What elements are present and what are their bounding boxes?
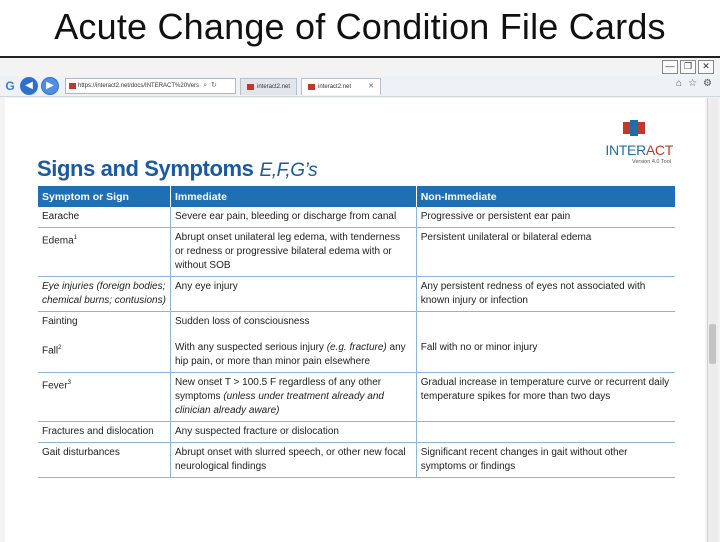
cell-non-immediate: Gradual increase in temperature curve or recurrent daily temperature spikes for more than two days — [416, 373, 675, 422]
pdf-page — [5, 98, 705, 542]
col-header-immediate: Immediate — [170, 186, 416, 207]
cell-sign: Earache — [38, 207, 170, 228]
cell-sign: Gait disturbances — [38, 443, 170, 478]
tab-2[interactable] — [301, 78, 381, 95]
restore-button[interactable]: ❐ — [680, 60, 696, 74]
window-controls — [662, 60, 714, 74]
cell-immediate: Abrupt onset with slurred speech, or other new focal neurological findings — [170, 443, 416, 478]
table-row — [38, 277, 675, 312]
cell-non-immediate — [416, 422, 675, 443]
address-text: https://interact2.net/docs/INTERACT%20Vers — [78, 83, 200, 89]
tab-favicon-icon — [247, 84, 254, 90]
address-bar[interactable] — [65, 78, 236, 94]
cell-sign: Edema$^1$ — [38, 228, 170, 277]
search-icon[interactable]: ⌕ — [203, 82, 207, 89]
table-row — [38, 312, 675, 373]
logo-wordmark — [605, 142, 673, 158]
cell-non-immediate: Progressive or persistent ear pain — [416, 207, 675, 228]
logo-text-a: INTER — [605, 142, 646, 158]
cell-immediate: New onset T > 100.5 F regardless of any other symptoms (unless under treatment already and clinician already aware) — [170, 373, 416, 422]
tab-2-label: interact2.net — [318, 83, 352, 90]
cell-sign: Fractures and dislocation — [38, 422, 170, 443]
logo-version: Version 4.0 Tool — [631, 159, 671, 165]
footnote-ref: 1 — [73, 235, 78, 241]
refresh-icon[interactable]: ↻ — [210, 82, 217, 89]
col-header-non-immediate: Non-Immediate — [416, 186, 675, 207]
forward-button[interactable]: ▶ — [41, 77, 59, 95]
tab-1-label: interact2.net — [257, 83, 291, 90]
cell-immediate: Severe ear pain, bleeding or discharge from canal — [170, 207, 416, 228]
favorites-star-icon[interactable]: ☆ — [688, 78, 698, 89]
minimize-button[interactable]: — — [662, 60, 678, 74]
page-heading — [37, 156, 317, 182]
table-row — [38, 207, 675, 228]
table-row — [38, 228, 675, 277]
page-heading-sub: E,F,G’s — [259, 160, 318, 181]
home-icon[interactable]: ⌂ — [676, 78, 683, 89]
cell-sign: Fever$^3$ — [38, 373, 170, 422]
close-button[interactable]: ✕ — [698, 60, 714, 74]
cell-non-immediate: Fall with no or minor injury — [416, 312, 675, 373]
footnote-ref: 2 — [58, 345, 62, 351]
page-heading-text: Signs and Symptoms — [37, 156, 254, 181]
cell-immediate: Any eye injury — [170, 277, 416, 312]
back-button[interactable]: ◀ — [20, 77, 38, 95]
cell-sign: Eye injuries (foreign bodies; chemical burns; contusions) — [38, 277, 170, 312]
cell-immediate: Abrupt onset unilateral leg edema, with tenderness or redness or progressive bilateral edema with or without SOB — [170, 228, 416, 277]
col-header-sign: Symptom or Sign — [38, 186, 170, 207]
tab-1[interactable] — [240, 78, 297, 95]
browser-toolbar — [0, 76, 720, 97]
tab-close-icon[interactable]: ✕ — [368, 82, 374, 90]
browser-window — [0, 56, 720, 542]
table-row — [38, 422, 675, 443]
gear-icon[interactable]: ⚙ — [703, 78, 712, 89]
vertical-scrollbar[interactable] — [707, 98, 718, 542]
browser-right-tools — [676, 78, 712, 89]
scrollbar-thumb[interactable] — [709, 324, 716, 364]
google-g-icon: G — [5, 79, 15, 93]
cell-non-immediate: Any persistent redness of eyes not associated with known injury or infection — [416, 277, 675, 312]
table-header-row — [38, 186, 675, 207]
table-row — [38, 373, 675, 422]
cell-sign: Fainting Fall$^2$ — [38, 312, 170, 373]
cell-immediate: Any suspected fracture or dislocation — [170, 422, 416, 443]
slide-title: Acute Change of Condition File Cards — [54, 6, 666, 47]
tab-favicon-icon — [308, 84, 315, 90]
symptoms-table — [38, 186, 675, 478]
interact-logo-mark-icon — [623, 118, 645, 138]
cell-non-immediate: Significant recent changes in gait without other symptoms or findings — [416, 443, 675, 478]
site-favicon-icon — [69, 83, 76, 89]
cell-immediate: Sudden loss of consciousness With any suspected serious injury (e.g. fracture) any hip pain, or more than minor pain elsewhere — [170, 312, 416, 373]
logo-text-b: ACT — [645, 142, 673, 158]
footnote-ref: 3 — [67, 380, 71, 386]
cell-non-immediate: Persistent unilateral or bilateral edema — [416, 228, 675, 277]
table-row — [38, 443, 675, 478]
